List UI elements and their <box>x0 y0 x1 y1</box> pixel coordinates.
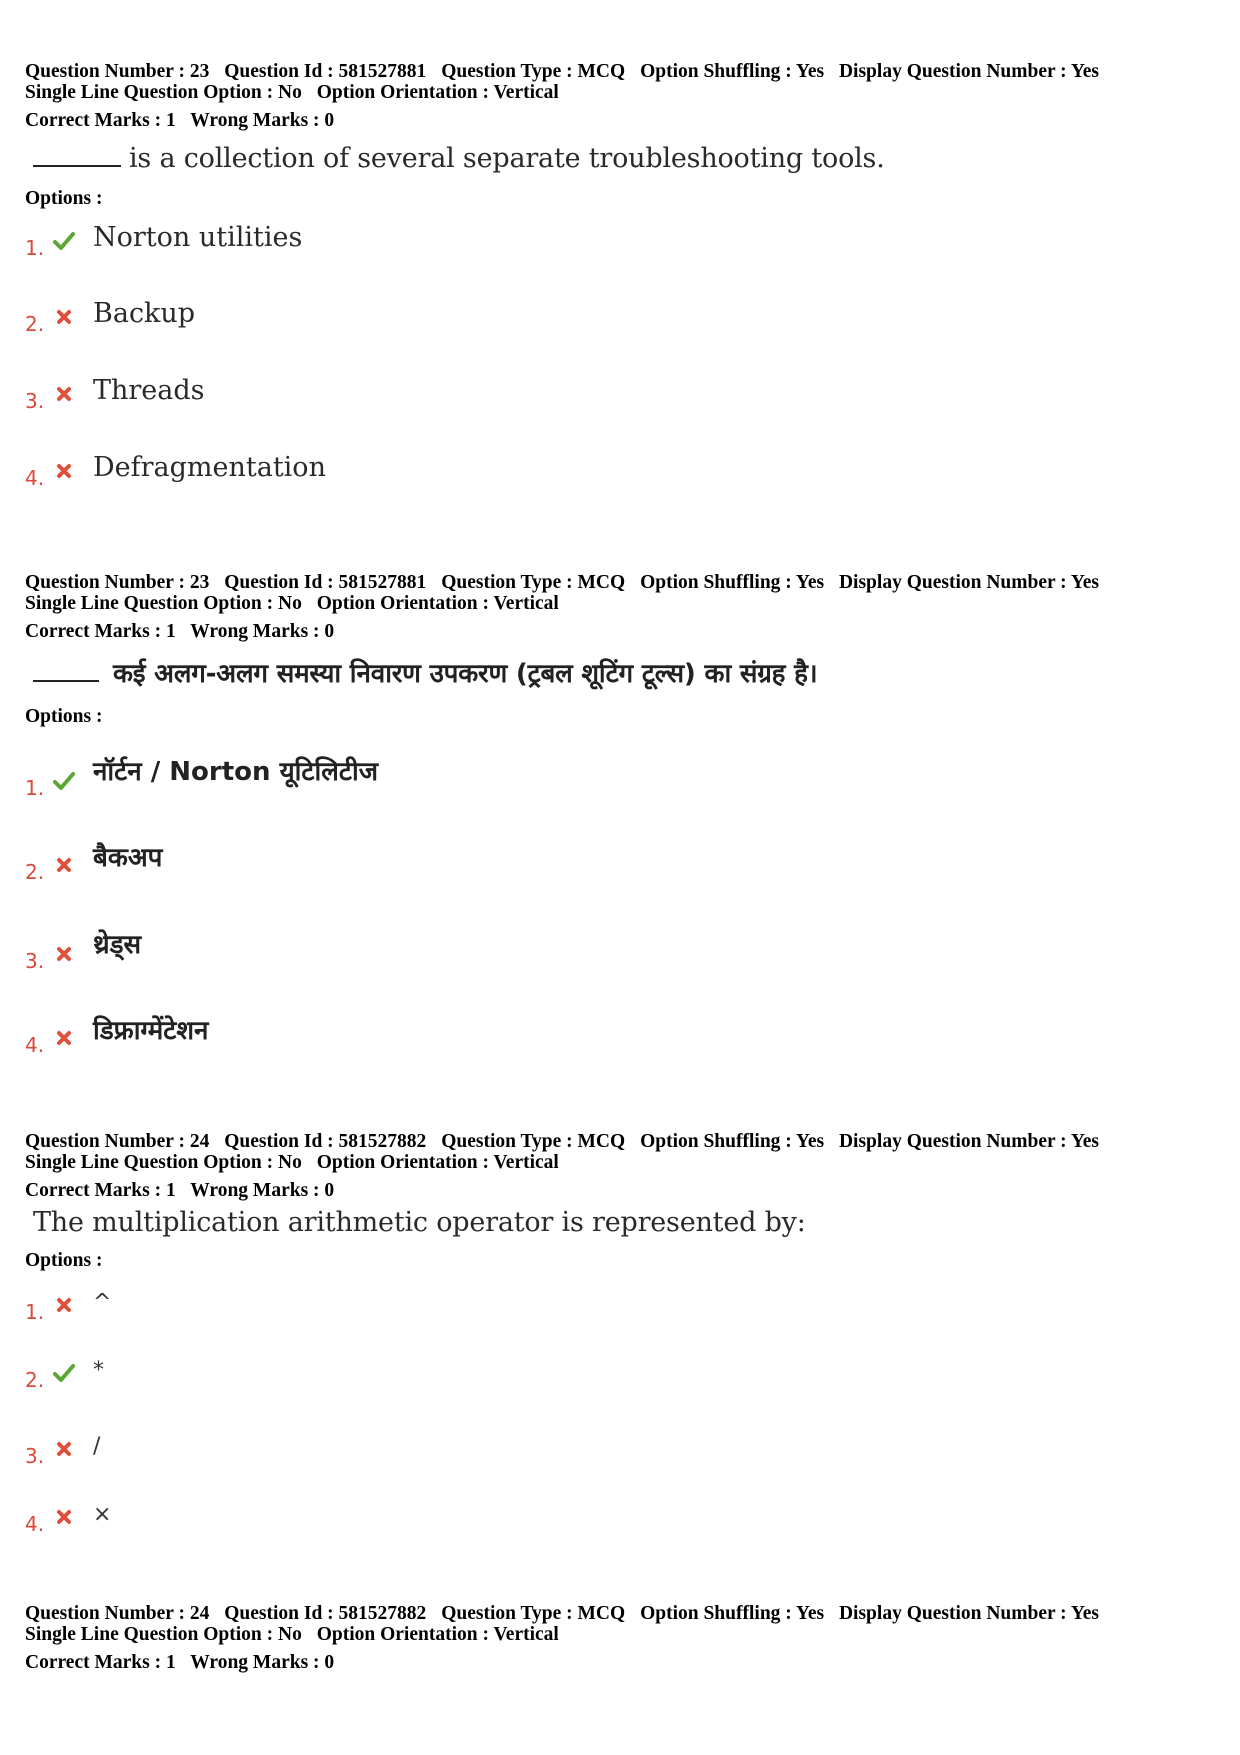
option-text: थ्रेड्स <box>93 930 142 960</box>
wrong-marks: Wrong Marks : 0 <box>190 1652 335 1673</box>
option-number: 2. <box>25 1368 45 1392</box>
option-text: Backup <box>93 298 196 329</box>
option-number: 3. <box>25 389 45 413</box>
answer-blank <box>33 656 99 682</box>
question-type: Question Type : MCQ <box>441 572 626 593</box>
correct-marks: Correct Marks : 1 <box>25 110 176 131</box>
option-number: 4. <box>25 466 45 490</box>
question-meta-line-2 <box>25 1624 1215 1645</box>
question-block-23-en <box>25 61 1215 210</box>
question-meta-line-1 <box>25 1131 1215 1152</box>
check-icon <box>53 230 75 252</box>
option-shuffling: Option Shuffling : Yes <box>640 572 825 593</box>
option-number: 4. <box>25 1512 45 1536</box>
option-text: ^ <box>93 1290 112 1315</box>
display-question-number: Display Question Number : Yes <box>838 1131 1099 1152</box>
question-type: Question Type : MCQ <box>441 1131 626 1152</box>
option-shuffling: Option Shuffling : Yes <box>640 1603 825 1624</box>
marks-line <box>25 110 1215 131</box>
question-number: Question Number : 24 <box>25 1131 210 1152</box>
option-number: 4. <box>25 1033 45 1057</box>
option-number: 1. <box>25 1300 45 1324</box>
option-number: 2. <box>25 312 45 336</box>
question-meta-line-2 <box>25 1152 1215 1173</box>
cross-icon <box>53 1438 75 1460</box>
marks-line <box>25 1180 1215 1201</box>
question-text: is a collection of several separate troubleshooting tools. <box>33 141 1215 174</box>
option-text: × <box>93 1502 112 1527</box>
marks-line <box>25 1652 1215 1673</box>
cross-icon <box>53 854 75 876</box>
correct-marks: Correct Marks : 1 <box>25 1652 176 1673</box>
wrong-marks: Wrong Marks : 0 <box>190 110 335 131</box>
check-icon <box>53 1362 75 1384</box>
display-question-number: Display Question Number : Yes <box>838 61 1099 82</box>
option-text: Norton utilities <box>93 222 303 253</box>
option-number: 2. <box>25 860 45 884</box>
options-label: Options : <box>25 1250 103 1271</box>
question-id: Question Id : 581527882 <box>224 1131 427 1152</box>
question-text: The multiplication arithmetic operator is represented by: <box>33 1207 806 1238</box>
single-line-option: Single Line Question Option : No <box>25 1152 302 1173</box>
display-question-number: Display Question Number : Yes <box>838 1603 1099 1624</box>
option-text: डिफ्राग्मेंटेशन <box>93 1016 209 1046</box>
option-number: 1. <box>25 236 45 260</box>
option-text: / <box>93 1434 101 1459</box>
question-number: Question Number : 23 <box>25 61 210 82</box>
option-list <box>25 757 1215 1060</box>
question-meta-line-1 <box>25 1603 1215 1624</box>
display-question-number: Display Question Number : Yes <box>838 572 1099 593</box>
option-orientation: Option Orientation : Vertical <box>316 82 559 103</box>
options-label: Options : <box>25 188 103 209</box>
question-meta-line-2 <box>25 82 1215 103</box>
single-line-option: Single Line Question Option : No <box>25 1624 302 1645</box>
option-text: Threads <box>93 375 205 406</box>
option-orientation: Option Orientation : Vertical <box>316 593 559 614</box>
option-number: 1. <box>25 776 45 800</box>
check-icon <box>53 770 75 792</box>
question-meta-line-1 <box>25 61 1215 82</box>
option-shuffling: Option Shuffling : Yes <box>640 61 825 82</box>
question-type: Question Type : MCQ <box>441 61 626 82</box>
option-list <box>25 222 1215 502</box>
cross-icon <box>53 1506 75 1528</box>
cross-icon <box>53 1294 75 1316</box>
correct-marks: Correct Marks : 1 <box>25 1180 176 1201</box>
cross-icon <box>53 460 75 482</box>
single-line-option: Single Line Question Option : No <box>25 593 302 614</box>
correct-marks: Correct Marks : 1 <box>25 621 176 642</box>
option-orientation: Option Orientation : Vertical <box>316 1152 559 1173</box>
options-label: Options : <box>25 706 103 727</box>
wrong-marks: Wrong Marks : 0 <box>190 621 335 642</box>
option-shuffling: Option Shuffling : Yes <box>640 1131 825 1152</box>
question-text: कई अलग-अलग समस्या निवारण उपकरण (ट्रबल शूटिंग टूल्स) का संग्रह है। <box>33 654 1215 690</box>
marks-line <box>25 621 1215 642</box>
single-line-option: Single Line Question Option : No <box>25 82 302 103</box>
question-number: Question Number : 23 <box>25 572 210 593</box>
wrong-marks: Wrong Marks : 0 <box>190 1180 335 1201</box>
answer-blank <box>33 141 121 167</box>
question-meta-line-1 <box>25 572 1215 593</box>
option-text: बैकअप <box>93 843 163 873</box>
cross-icon <box>53 1027 75 1049</box>
option-number: 3. <box>25 1444 45 1468</box>
question-block-23-hi <box>25 572 1215 728</box>
question-type: Question Type : MCQ <box>441 1603 626 1624</box>
question-id: Question Id : 581527881 <box>224 572 427 593</box>
question-number: Question Number : 24 <box>25 1603 210 1624</box>
option-number: 3. <box>25 949 45 973</box>
question-id: Question Id : 581527881 <box>224 61 427 82</box>
cross-icon <box>53 383 75 405</box>
cross-icon <box>53 306 75 328</box>
option-text: Defragmentation <box>93 452 326 483</box>
option-list <box>25 1290 1215 1550</box>
question-block-24-hi <box>25 1603 1215 1673</box>
option-orientation: Option Orientation : Vertical <box>316 1624 559 1645</box>
option-text: * <box>93 1358 104 1383</box>
question-id: Question Id : 581527882 <box>224 1603 427 1624</box>
question-meta-line-2 <box>25 593 1215 614</box>
question-block-24-en <box>25 1131 1215 1272</box>
cross-icon <box>53 943 75 965</box>
option-text: नॉर्टन / Norton यूटिलिटीज <box>93 757 379 787</box>
